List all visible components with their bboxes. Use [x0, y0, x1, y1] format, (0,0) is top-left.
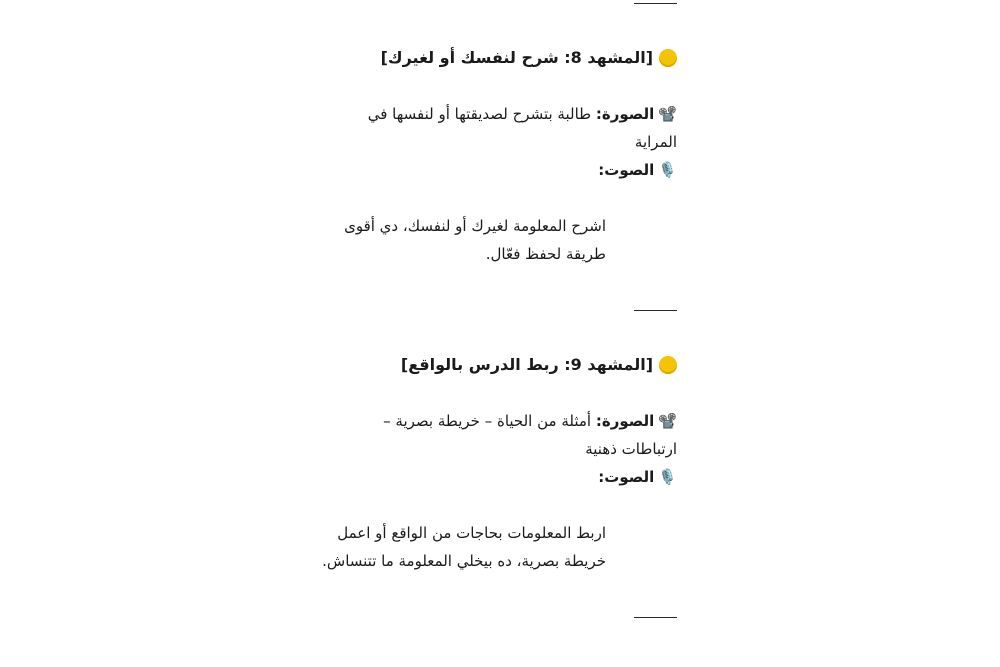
camera-icon: 📽️ [658, 105, 677, 123]
yellow-circle-icon [659, 49, 677, 67]
scene-8-image-text: طالبة بتشرح لصديقتها أو لنفسها في المراية [367, 105, 677, 151]
divider [634, 617, 677, 618]
microphone-icon: 🎙️ [658, 468, 677, 486]
scene-8-title: [المشهد 8: شرح لنفسك أو لغيرك] [380, 48, 653, 67]
scene-8-image-line [317, 100, 677, 156]
yellow-circle-icon [659, 356, 677, 374]
image-label: الصورة: [595, 412, 655, 430]
microphone-icon: 🎙️ [658, 161, 677, 179]
scene-9-audio-line [317, 463, 677, 491]
divider [634, 3, 677, 4]
audio-label: الصوت: [598, 161, 655, 179]
divider [634, 310, 677, 311]
audio-label: الصوت: [598, 468, 655, 486]
document-body [317, 0, 677, 618]
scene-9-audio-text: اربط المعلومات بحاجات من الواقع أو اعمل خريطة بصرية، ده بيخلي المعلومة ما تتنساش. [322, 524, 606, 570]
scene-8-audio-text: اشرح المعلومة لغيرك أو لنفسك، دي أقوى طريقة لحفظ فعّال. [344, 217, 606, 263]
camera-icon: 📽️ [658, 412, 677, 430]
scene-9-image-text: أمثلة من الحياة – خريطة بصرية – ارتباطات ذهنية [383, 412, 677, 458]
scene-9-heading [317, 351, 677, 379]
scene-8-audio-line [317, 156, 677, 184]
scene-9-image-line [317, 407, 677, 463]
scene-9-title: [المشهد 9: ربط الدرس بالواقع] [400, 355, 653, 374]
scene-8-heading [317, 44, 677, 72]
image-label: الصورة: [595, 105, 655, 123]
